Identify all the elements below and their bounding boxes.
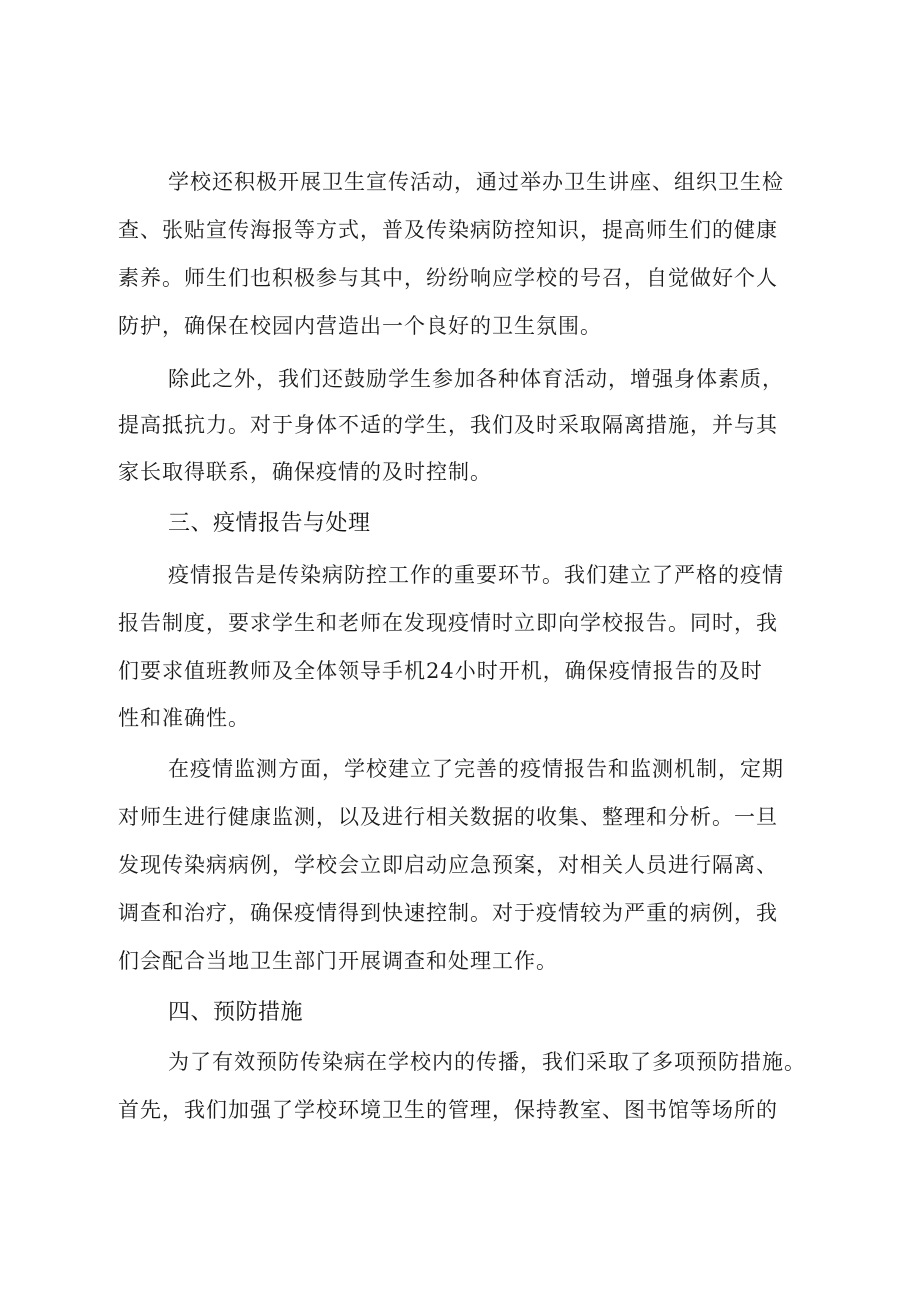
paragraph-2-line-1: 除此之外，我们还鼓励学生参加各种体育活动，增强身体素质， xyxy=(168,367,784,391)
paragraph-1-line-3: 素养。师生们也积极参与其中，纷纷响应学校的号召，自觉做好个人 xyxy=(118,266,778,290)
paragraph-1-line-4: 防护，确保在校园内营造出一个良好的卫生氛围。 xyxy=(118,314,602,338)
paragraph-4-line-3: 发现传染病病例，学校会立即启动应急预案，对相关人员进行隔离、 xyxy=(118,853,778,877)
paragraph-2-line-3: 家长取得联系，确保疫情的及时控制。 xyxy=(118,460,492,484)
paragraph-5-line-1: 为了有效预防传染病在学校内的传播，我们采取了多项预防措施。 xyxy=(168,1050,806,1074)
paragraph-3-line-2: 报告制度，要求学生和老师在发现疫情时立即向学校报告。同时，我 xyxy=(118,611,778,635)
paragraph-1-line-2: 查、张贴宣传海报等方式，普及传染病防控知识，提高师生们的健康 xyxy=(118,218,778,242)
paragraph-3-line-4: 性和准确性。 xyxy=(118,706,250,730)
paragraph-3-line-1: 疫情报告是传染病防控工作的重要环节。我们建立了严格的疫情 xyxy=(168,563,784,587)
section-3-heading: 三、疫情报告与处理 xyxy=(168,511,371,536)
paragraph-2-line-2: 提高抵抗力。对于身体不适的学生，我们及时采取隔离措施，并与其 xyxy=(118,413,778,437)
paragraph-1-line-1: 学校还积极开展卫生宣传活动，通过举办卫生讲座、组织卫生检 xyxy=(168,170,784,194)
paragraph-4-line-1: 在疫情监测方面，学校建立了完善的疫情报告和监测机制，定期 xyxy=(168,757,784,781)
section-4-heading: 四、预防措施 xyxy=(168,1000,304,1025)
paragraph-5-line-2: 首先，我们加强了学校环境卫生的管理，保持教室、图书馆等场所的 xyxy=(118,1098,778,1122)
paragraph-4-line-4: 调查和治疗，确保疫情得到快速控制。对于疫情较为严重的病例，我 xyxy=(118,901,778,925)
paragraph-3-line-3: 们要求值班教师及全体领导手机24小时开机，确保疫情报告的及时 xyxy=(118,659,763,683)
paragraph-4-line-5: 们会配合当地卫生部门开展调查和处理工作。 xyxy=(118,949,558,973)
paragraph-4-line-2: 对师生进行健康监测，以及进行相关数据的收集、整理和分析。一旦 xyxy=(118,805,778,829)
